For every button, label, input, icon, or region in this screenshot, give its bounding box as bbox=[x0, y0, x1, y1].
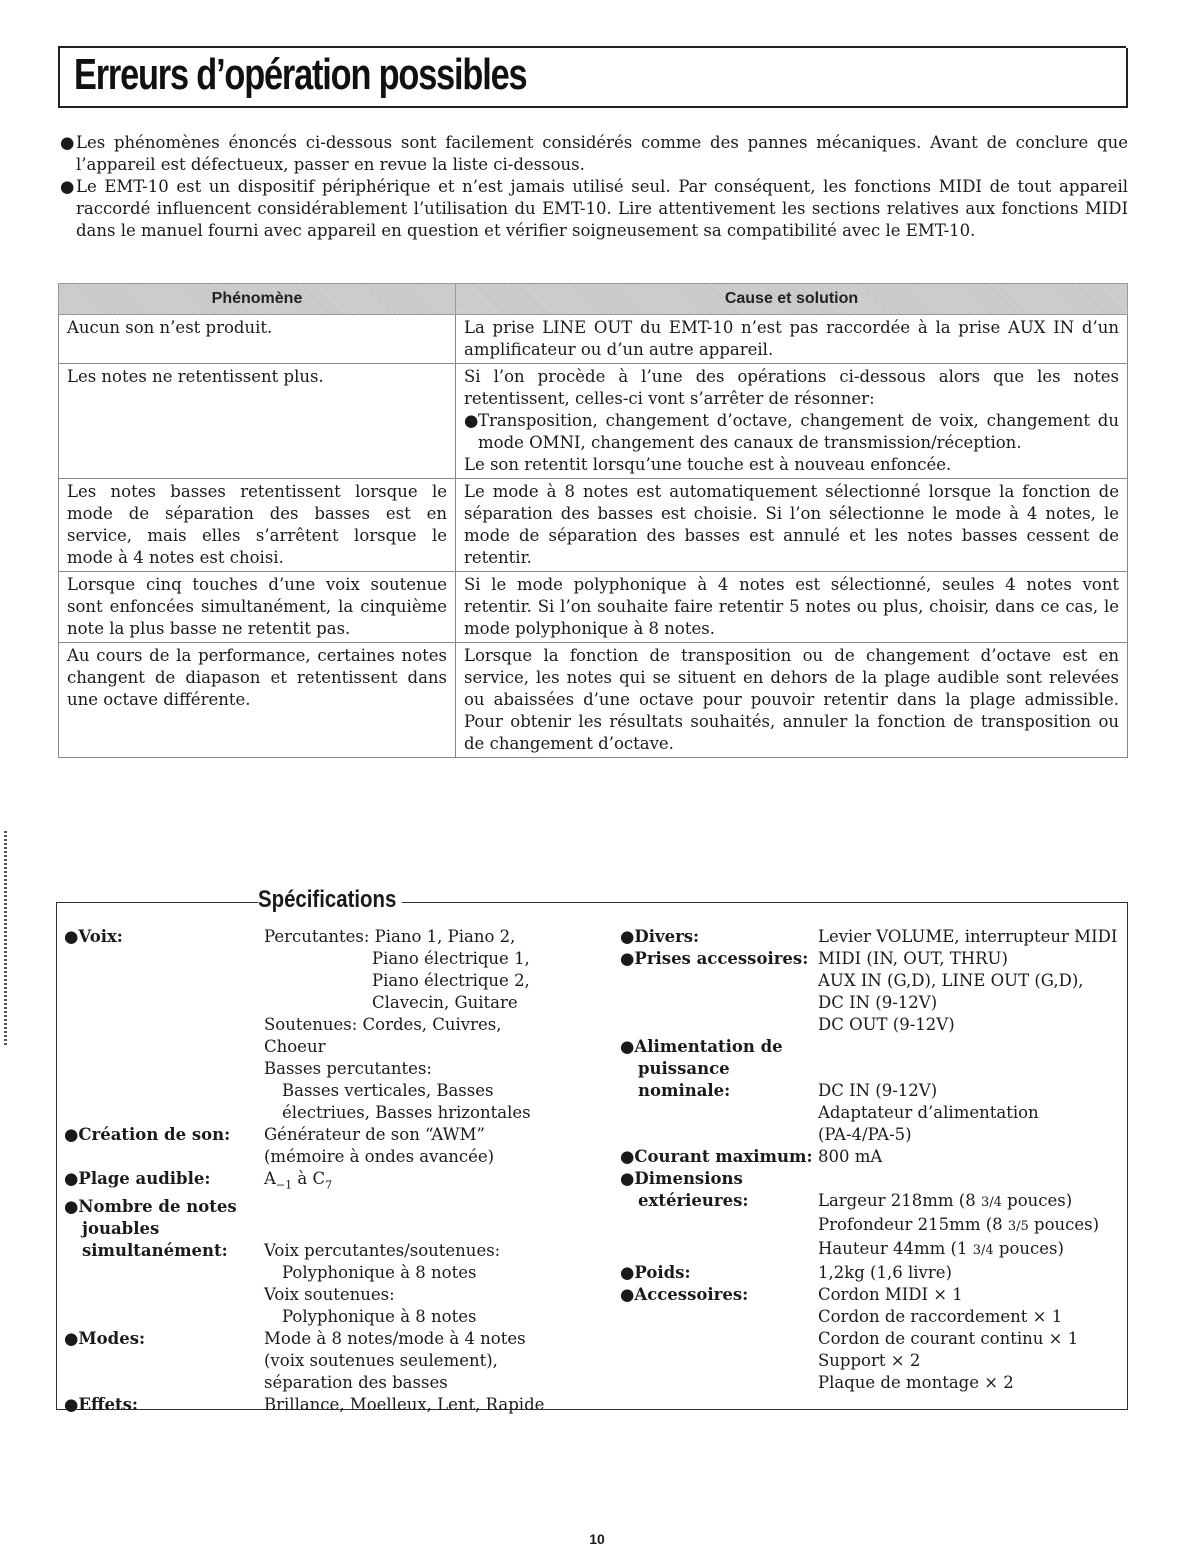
troubleshooting-table bbox=[58, 283, 1128, 758]
spec-modes: ●Modes: Mode à 8 notes/mode à 4 notes (voix soutenues seulement), séparation des basses bbox=[64, 1329, 526, 1393]
spec-courant: ●Courant maximum: 800 mA bbox=[620, 1147, 883, 1166]
spec-poids: ●Poids: 1,2kg (1,6 livre) bbox=[620, 1263, 952, 1282]
table-row: Aucun son n’est produit. La prise LINE OUT du EMT-10 n’est pas raccordée à la prise AUX IN d’un amplificateur ou d’un autre appareil. bbox=[59, 315, 1128, 364]
spec-accessoires: ●Accessoires: Cordon MIDI × 1 Cordon de raccordement × 1 Cordon de courant continu × 1 Support × 2 Plaque de montage × 2 bbox=[620, 1285, 1079, 1392]
title-box bbox=[58, 46, 1126, 108]
spec-alimentation: ●Alimentation de puissance nominale: DC IN (9-12V) Adaptateur d’alimentation (PA-4/PA-5) bbox=[620, 1037, 1039, 1144]
spec-prises: ●Prises accessoires: MIDI (IN, OUT, THRU) AUX IN (G,D), LINE OUT (G,D), DC IN (9-12V) DC OUT (9-12V) bbox=[620, 949, 1084, 1034]
spec-effets: ●Effets: Brillance, Moelleux, Lent, Rapide bbox=[64, 1395, 545, 1415]
header-phenomene: Phénomène bbox=[59, 284, 456, 315]
spec-plage: ●Plage audible: $A_{-1}$ à $C_7$ bbox=[64, 1169, 333, 1192]
table-row: Les notes ne retentissent plus. Si l’on procède à l’une des opérations ci-dessous alors que les notes retentissent, celles-ci vont s’arrêter de résonner: ● Transposition, changement d’octave, changement de voix, changement du mode OMNI, changement des canaux de transmission/réception. Le son retentit lorsqu’une touche est à nouveau enfoncée. bbox=[59, 364, 1128, 479]
spec-dimensions: ●Dimensions extérieures: Largeur 218mm (8 3/4 pouces) Profondeur 215mm (8 3/5 pouces) Hauteur 44mm (1 3/4 pouces) bbox=[620, 1169, 1100, 1258]
spec-voix: ●Voix: Percutantes: Piano 1, Piano 2, Piano électrique 1, Piano électrique 2, Clavecin, Guitare Soutenues: Cordes, Cuivres, Choeur Basses percutantes: Basses verticales, Basses électriues, Basses hrizontales bbox=[64, 927, 531, 1122]
header-cause: Cause et solution bbox=[456, 284, 1128, 315]
spec-creation: ●Création de son: Générateur de son “AWM” (mémoire à ondes avancée) bbox=[64, 1125, 495, 1166]
intro-bullet: ● Les phénomènes énoncés ci-dessous sont facilement considérés comme des pannes mécaniques. Avant de conclure que l’appareil est défectueux, passer en revue la liste ci-dessous. bbox=[60, 133, 1128, 174]
table-row: Lorsque cinq touches d’une voix soutenue sont enfoncées simultanément, la cinquième note la plus basse ne retentit pas. Si le mode polyphonique à 4 notes est sélectionné, seules 4 notes vont retentir. Si l’on souhaite faire retentir 5 notes ou plus, choisir, dans ce cas, le mode polyphonique à 8 notes. bbox=[59, 572, 1128, 643]
page-number: 10 bbox=[589, 1531, 605, 1547]
spec-column-left bbox=[64, 926, 564, 1416]
table-row: Les notes basses retentissent lorsque le mode de séparation des basses est en service, mais elles s’arrêtent lorsque le mode à 4 notes est choisi. Le mode à 8 notes est automatiquement sélectionné lorsque la fonction de séparation des basses est choisie. Si l’on sélectionne le mode à 4 notes, le mode de séparation des basses est annulé et les notes basses cessent de retentir. bbox=[59, 479, 1128, 572]
scan-artifact bbox=[4, 830, 7, 1045]
spec-divers: ●Divers: Levier VOLUME, interrupteur MIDI bbox=[620, 927, 1118, 946]
spec-nombre: ●Nombre de notes jouables simultanément: Voix percutantes/soutenues: Polyphonique à 8 notes Voix soutenues: Polyphonique à 8 notes bbox=[64, 1197, 501, 1327]
intro-bullet: ● Le EMT-10 est un dispositif périphérique et n’est jamais utilisé seul. Par conséquent, les fonctions MIDI de tout appareil raccordé influencent considérablement l’utilisation du EMT-10. Lire attentivement les sections relatives aux fonctions MIDI dans le manuel fourni avec appareil en question et vérifier soigneusement sa compatibilité avec le EMT-10. bbox=[60, 177, 1128, 240]
specifications-title: Spécifications bbox=[258, 886, 401, 914]
table-row: Au cours de la performance, certaines notes changent de diapason et retentissent dans une octave différente. Lorsque la fonction de transposition ou de changement d’octave est en service, les notes qui se situent en dehors de la plage audible sont relevées ou abaissées d’une octave pour pouvoir retentir dans la plage admissible. Pour obtenir les résultats souhaités, annuler la fonction de transposition ou de changement d’octave. bbox=[59, 643, 1128, 758]
spec-column-right bbox=[620, 926, 1120, 1394]
intro bbox=[60, 132, 1128, 242]
page-title: Erreurs d’opération possibles bbox=[74, 50, 527, 99]
